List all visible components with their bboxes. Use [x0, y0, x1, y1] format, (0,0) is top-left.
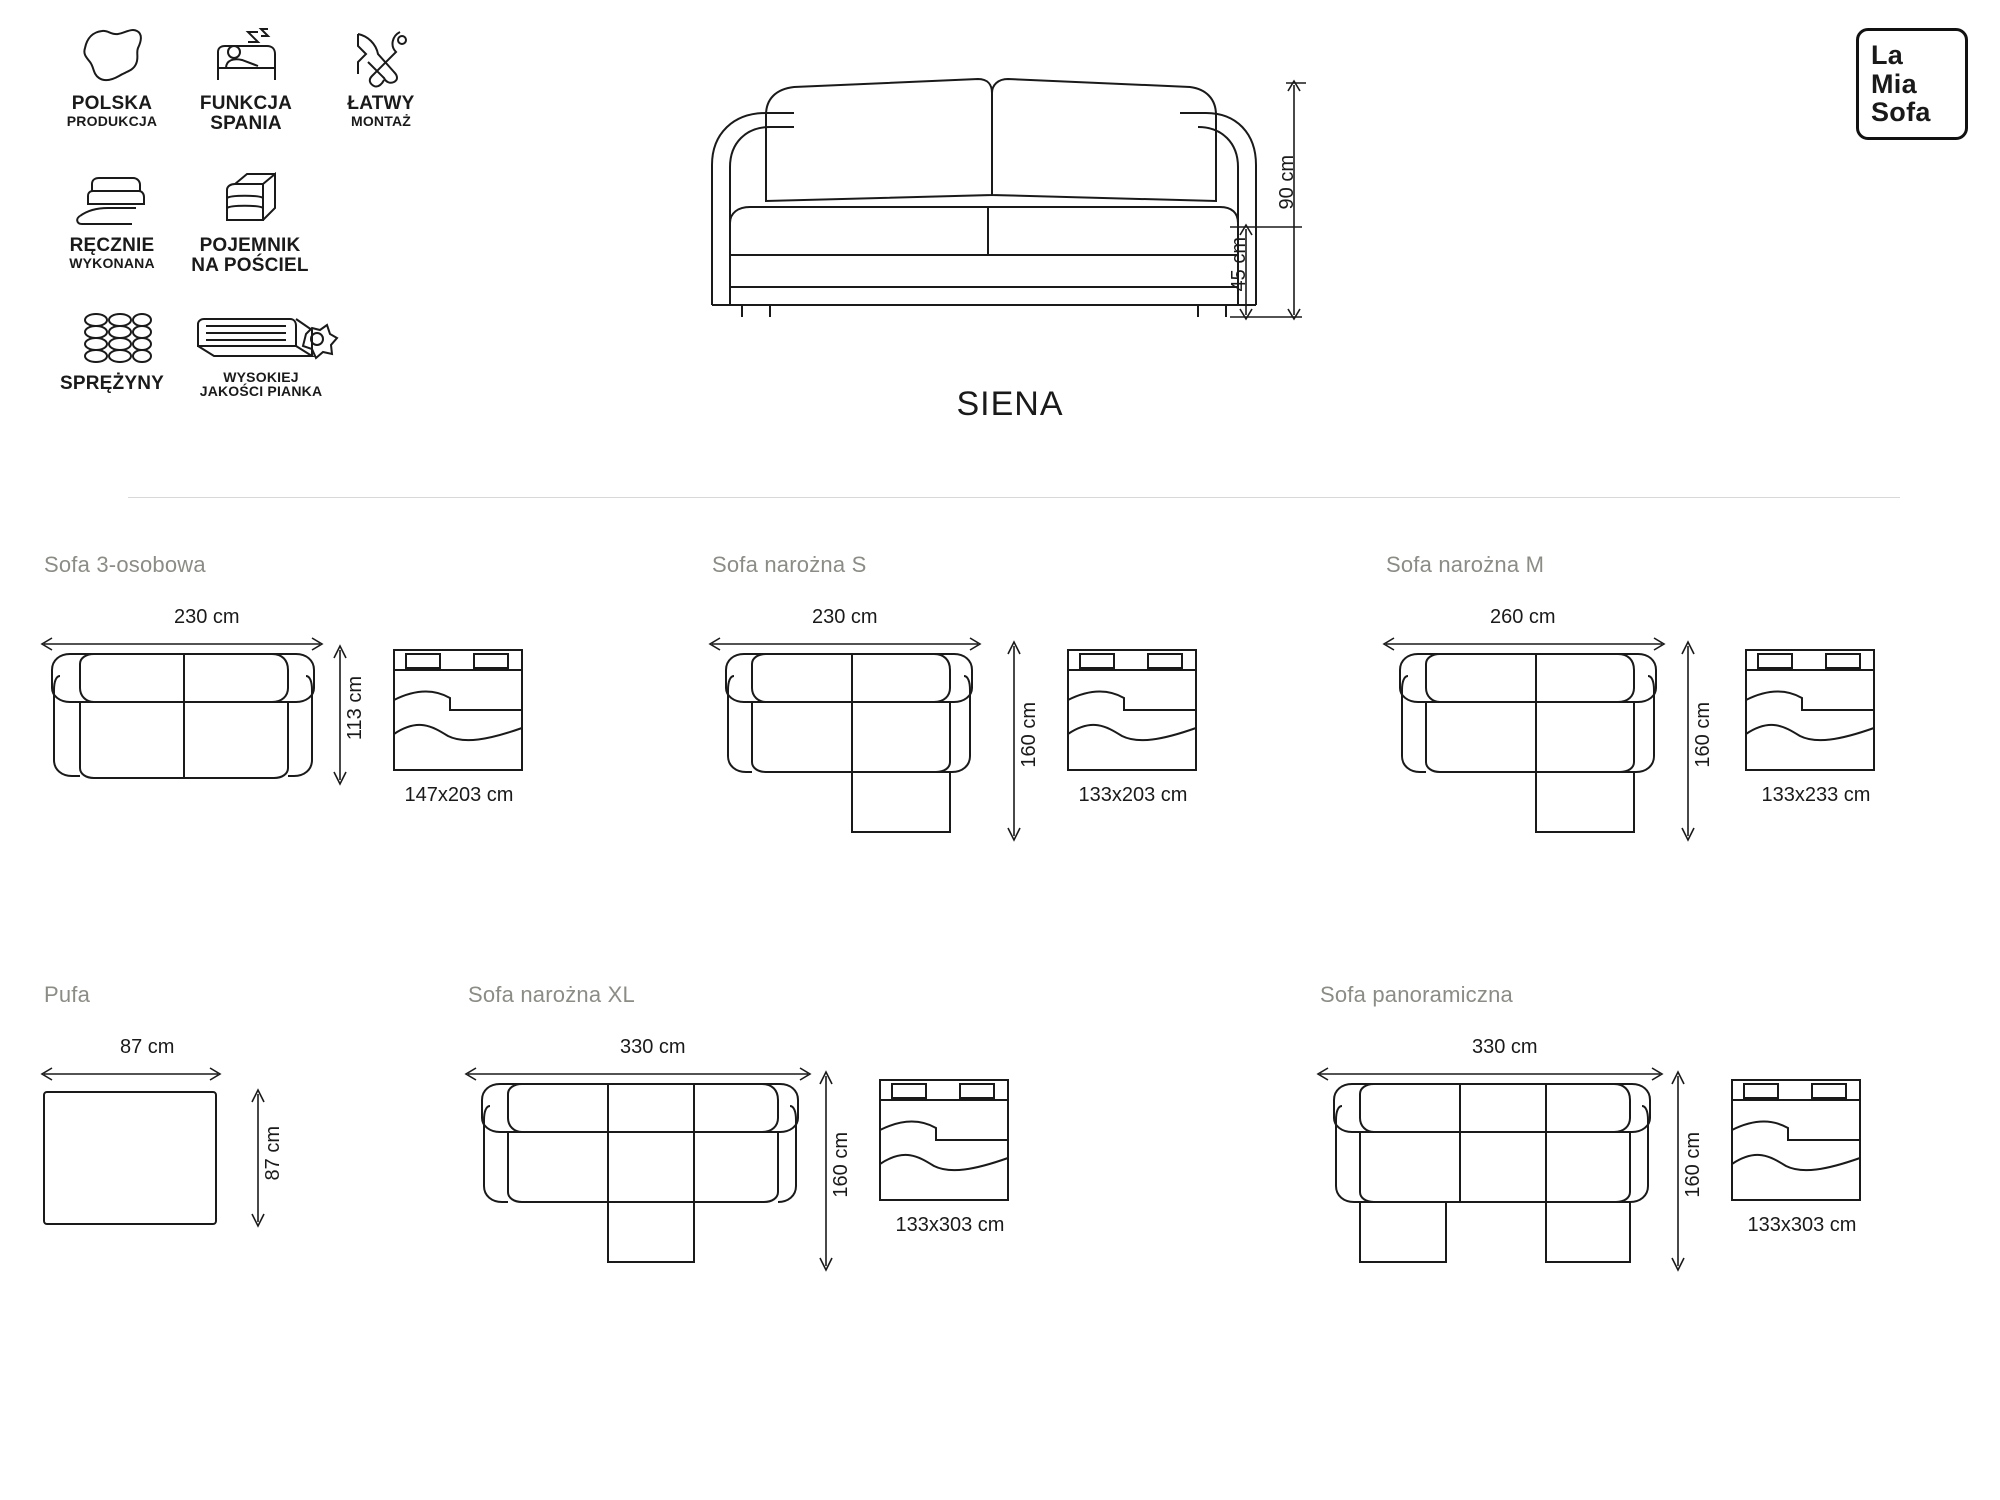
foam-quality-icon	[186, 306, 336, 368]
variant-pufa	[44, 982, 384, 1254]
hand-sofa-icon	[70, 164, 154, 234]
width-label: 230 cm	[174, 606, 240, 628]
hero-height-label: 90 cm	[1276, 155, 1298, 210]
depth-label: 87 cm	[262, 1126, 284, 1181]
feature-latwy-montaz	[316, 22, 446, 134]
width-label: 330 cm	[1472, 1036, 1538, 1058]
width-label: 87 cm	[120, 1036, 175, 1058]
width-label: 260 cm	[1490, 606, 1556, 628]
depth-label: 160 cm	[830, 1132, 852, 1198]
springs-icon	[72, 306, 152, 372]
variant-title: Pufa	[44, 982, 91, 1007]
brand-logo	[1856, 28, 1968, 140]
feature-row	[48, 164, 450, 276]
variant-sofa-panoramiczna	[1320, 982, 1980, 1274]
logo-line-1: La	[1871, 40, 1904, 71]
feature-label: WYSOKIEJ JAKOŚCI PIANKA	[199, 368, 323, 400]
logo-line-2: Mia	[1871, 68, 1917, 99]
feature-funkcja-spania	[176, 22, 316, 134]
depth-label: 113 cm	[344, 676, 366, 741]
feature-list	[30, 22, 450, 399]
tools-icon	[342, 22, 420, 92]
feature-row	[48, 22, 450, 134]
feature-label: ŁATWY MONTAŻ	[347, 93, 415, 129]
poland-map-icon	[75, 22, 149, 92]
variant-title: Sofa narożna S	[712, 552, 867, 577]
feature-label: POJEMNIK NA POŚCIEL	[191, 234, 309, 276]
hero-sofa-illustration	[690, 55, 1330, 355]
feature-label: POLSKA PRODUKCJA	[66, 93, 158, 129]
bed-size-label: 147x203 cm	[404, 784, 514, 806]
bed-size-label: 133x303 cm	[1747, 1214, 1857, 1236]
feature-recznie-wykonana	[48, 164, 176, 276]
depth-label: 160 cm	[1692, 702, 1714, 768]
variant-sofa-narozna-xl	[468, 982, 1108, 1274]
bed-size-label: 133x203 cm	[1078, 784, 1188, 806]
feature-label: RĘCZNIE WYKONANA	[69, 234, 155, 271]
variant-sofa-3-osobowa	[44, 552, 604, 824]
variant-title: Sofa narożna XL	[468, 982, 635, 1007]
variant-sofa-narozna-m	[1386, 552, 1986, 844]
width-label: 230 cm	[812, 606, 878, 628]
width-label: 330 cm	[620, 1036, 686, 1058]
feature-label: FUNKCJA SPANIA	[199, 93, 293, 134]
feature-row	[48, 306, 450, 399]
feature-wysokiej-jakosci-pianka	[176, 306, 346, 399]
logo-line-3: Sofa	[1871, 97, 1931, 128]
product-title: SIENA	[956, 385, 1064, 423]
bed-size-label: 133x233 cm	[1761, 784, 1871, 806]
feature-polska-produkcja	[48, 22, 176, 134]
variant-title: Sofa panoramiczna	[1320, 982, 1513, 1007]
section-divider	[128, 497, 1900, 498]
hero-seat-height-label: 45 cm	[1228, 237, 1250, 292]
depth-label: 160 cm	[1682, 1132, 1704, 1198]
feature-sprezyny	[48, 306, 176, 399]
feature-label: SPRĘŻYNY	[59, 372, 164, 394]
bedding-box-icon	[211, 164, 289, 234]
variant-title: Sofa 3-osobowa	[44, 552, 206, 577]
feature-pojemnik-na-posciel	[176, 164, 324, 276]
sleeping-person-icon	[204, 22, 288, 92]
depth-label: 160 cm	[1018, 702, 1040, 768]
bed-size-label: 133x303 cm	[895, 1214, 1005, 1236]
variant-sofa-narozna-s	[712, 552, 1312, 844]
variant-title: Sofa narożna M	[1386, 552, 1545, 577]
